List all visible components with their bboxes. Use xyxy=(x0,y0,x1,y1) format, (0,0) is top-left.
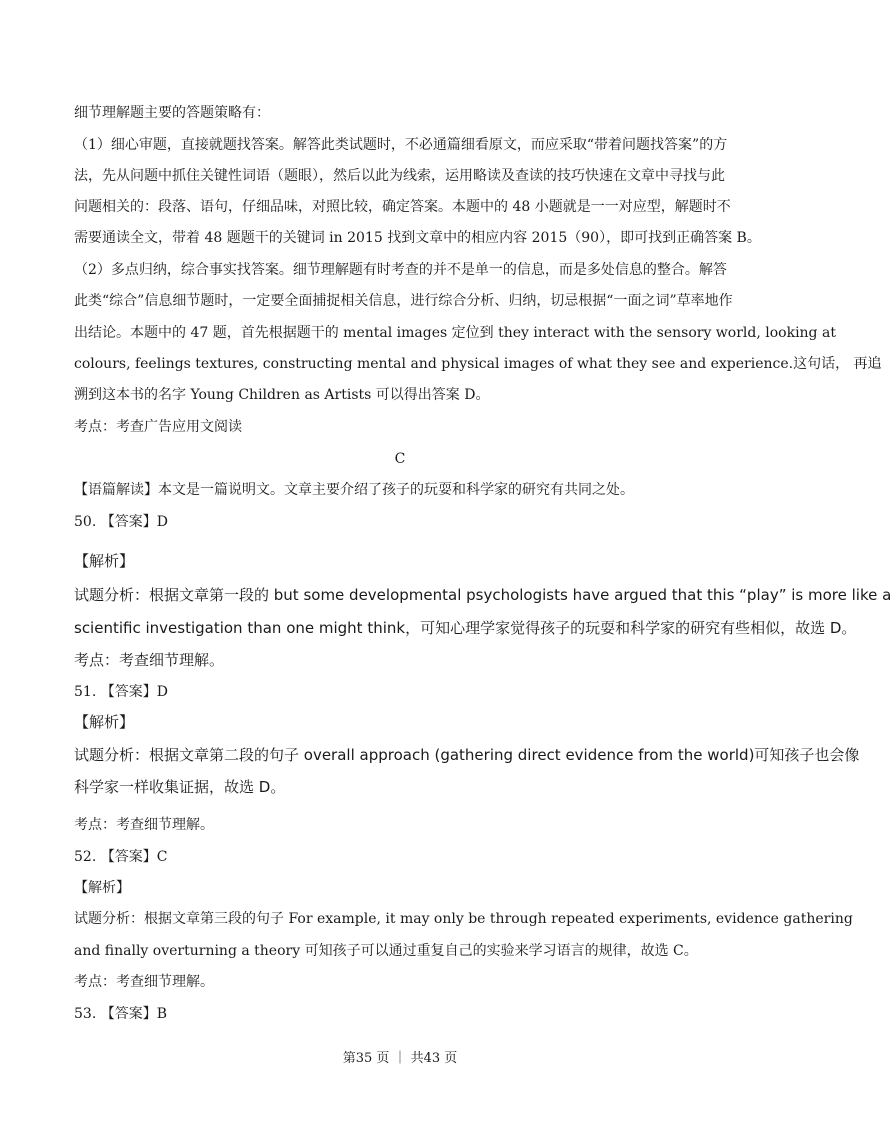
analysis-line-50-2: scientific investigation than one might think，可知心理学家觉得孩子的玩耍和科学家的研究有些相似，故选 D。 xyxy=(74,619,857,637)
paragraph-line: 此类“综合”信息细节题时，一定要全面捕捉相关信息，进行综合分析、归纳，切忌根据“一面之词”草率地作 xyxy=(74,293,733,309)
paragraph-line: colours, feelings textures, constructing mental and physical images of what they see and experience.这句话， 再追 xyxy=(74,356,882,372)
answer-53: 53. 【答案】B xyxy=(74,1006,168,1022)
paragraph-line: 出结论。本题中的 47 题，首先根据题干的 mental images 定位到 they interact with the sensory world, looking at xyxy=(74,325,836,341)
analysis-line-52-2: and finally overturning a theory 可知孩子可以通过重复自己的实验来学习语言的规律，故选 C。 xyxy=(74,943,698,959)
exam-point: 考点：考查广告应用文阅读 xyxy=(74,419,242,435)
exam-point-50: 考点：考查细节理解。 xyxy=(74,651,225,669)
analysis-label-50: 【解析】 xyxy=(74,552,135,570)
analysis-line-50-1: 试题分析：根据文章第一段的 but some developmental psychologists have argued that this “play” is more like a xyxy=(74,586,891,604)
exam-point-52: 考点：考查细节理解。 xyxy=(74,974,214,990)
answer-51: 51. 【答案】D xyxy=(74,684,168,700)
section-letter: C xyxy=(394,451,406,467)
analysis-label-52: 【解析】 xyxy=(74,880,130,896)
answer-50: 50. 【答案】D xyxy=(74,514,168,530)
paragraph-line: 问题相关的：段落、语句，仔细品味，对照比较，确定答案。本题中的 48 小题就是一一对应型，解题时不 xyxy=(74,199,731,215)
analysis-line-51-2: 科学家一样收集证据，故选 D。 xyxy=(74,778,286,796)
paragraph-line: （1）细心审题，直接就题找答案。解答此类试题时，不必通篇细看原文，而应采取“带着问题找答案”的方 xyxy=(74,137,728,153)
paragraph-line: 需要通读全文，带着 48 题题干的关键词 in 2015 找到文章中的相应内容 2015（90），即可找到正确答案 B。 xyxy=(74,230,761,246)
exam-point-51: 考点：考查细节理解。 xyxy=(74,817,214,833)
analysis-line-52-1: 试题分析：根据文章第三段的句子 For example, it may only be through repeated experiments, evidence gathering xyxy=(74,911,853,927)
answer-52: 52. 【答案】C xyxy=(74,849,168,865)
paragraph-line: 细节理解题主要的答题策略有： xyxy=(74,105,270,121)
analysis-line-51-1: 试题分析：根据文章第二段的句子 overall approach (gathering direct evidence from the world)可知孩子也会像 xyxy=(74,746,860,764)
paragraph-line: （2）多点归纳，综合事实找答案。细节理解题有时考查的并不是单一的信息，而是多处信息的整合。解答 xyxy=(74,262,727,278)
analysis-label-51: 【解析】 xyxy=(74,713,135,731)
passage-intro: 【语篇解读】本文是一篇说明文。文章主要介绍了孩子的玩耍和科学家的研究有共同之处。 xyxy=(74,482,634,498)
paragraph-line: 法，先从问题中抓住关键性词语（题眼），然后以此为线索，运用略读及查读的技巧快速在文章中寻找与此 xyxy=(74,168,725,184)
page-footer: 第35 页 ｜ 共43 页 xyxy=(342,1051,458,1066)
paragraph-line: 溯到这本书的名字 Young Children as Artists 可以得出答案 D。 xyxy=(74,387,490,403)
